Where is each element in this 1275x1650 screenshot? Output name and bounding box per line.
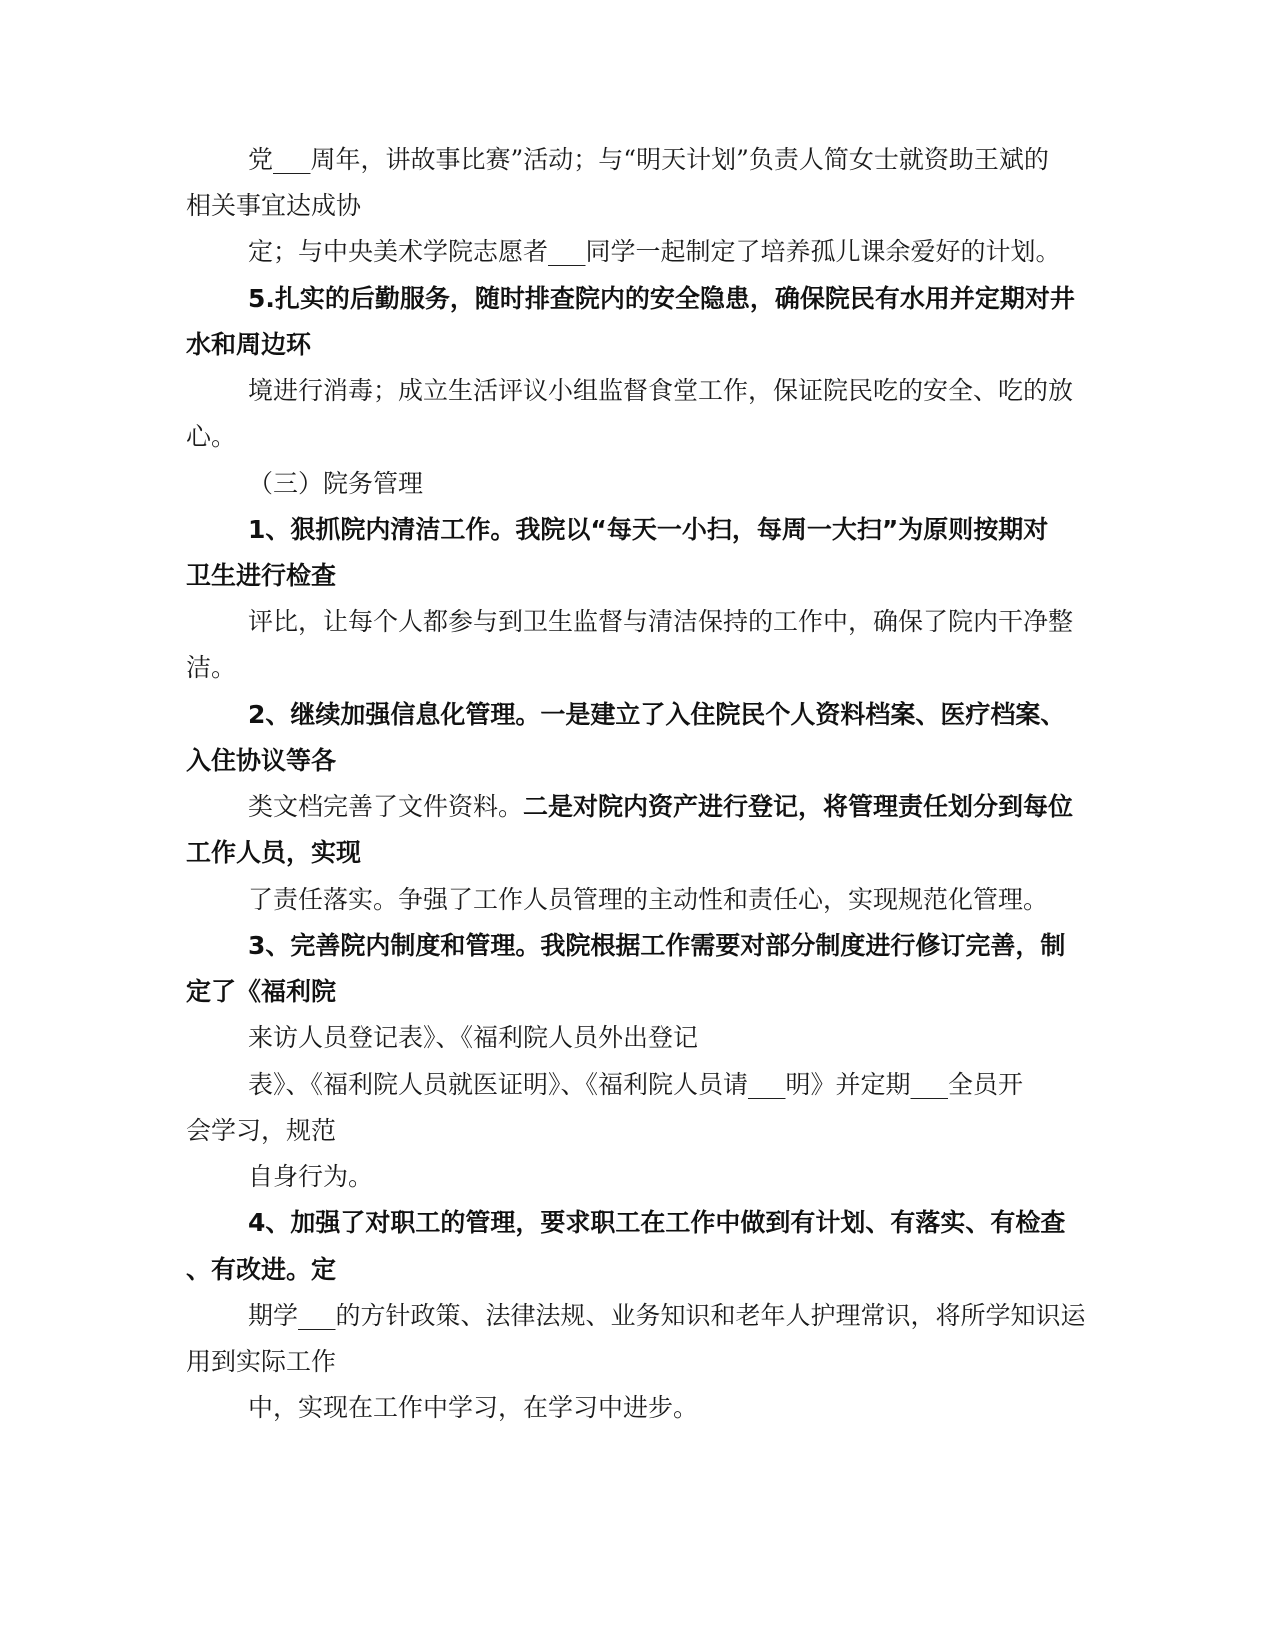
item-heading-line: 3、完善院内制度和管理。我院根据工作需要对部分制度进行修订完善，制 (248, 931, 1066, 960)
text-segment: 类文档完善了文件资料。 (248, 792, 524, 821)
paragraph-line: 自身行为。 (248, 1162, 374, 1191)
item-heading-line: 定了《福利院 (186, 977, 337, 1006)
paragraph-line: 中，实现在工作中学习，在学习中进步。 (248, 1393, 699, 1422)
paragraph-line: 党___周年，讲故事比赛”活动；与“明天计划”负责人简女士就资助王斌的 (248, 145, 1049, 174)
item-heading-line: 入住协议等各 (186, 746, 337, 775)
paragraph-line: 会学习，规范 (186, 1116, 337, 1145)
item-heading-line: 水和周边环 (186, 330, 312, 359)
section-heading: （三）院务管理 (248, 469, 424, 498)
item-heading-line: 2、继续加强信息化管理。一是建立了入住院民个人资料档案、医疗档案、 (248, 700, 1066, 729)
item-heading-line: 1、狠抓院内清洁工作。我院以“每天一小扫，每周一大扫”为原则按期对 (248, 515, 1049, 544)
item-heading-line: 4、加强了对职工的管理，要求职工在工作中做到有计划、有落实、有检查 (248, 1208, 1066, 1237)
paragraph-line: 洁。 (186, 653, 237, 682)
text-segment-bold: 二是对院内资产进行登记，将管理责任划分到每位 (523, 792, 1074, 821)
paragraph-line-mixed (248, 791, 1073, 823)
paragraph-line: 评比，让每个人都参与到卫生监督与清洁保持的工作中，确保了院内干净整 (248, 607, 1074, 636)
paragraph-line: 定；与中央美术学院志愿者___同学一起制定了培养孤儿课余爱好的计划。 (248, 237, 1061, 266)
paragraph-line: 了责任落实。争强了工作人员管理的主动性和责任心，实现规范化管理。 (248, 885, 1049, 914)
paragraph-line: 来访人员登记表》、《福利院人员外出登记 (248, 1023, 699, 1052)
paragraph-line: 相关事宜达成协 (186, 191, 362, 220)
item-heading-line: 卫生进行检查 (186, 561, 337, 590)
item-heading-line: 工作人员，实现 (186, 838, 362, 867)
paragraph-line: 期学___的方针政策、法律法规、业务知识和老年人护理常识，将所学知识运 (248, 1301, 1086, 1330)
item-heading-line: 、有改进。定 (186, 1255, 337, 1284)
item-heading-line: 5.扎实的后勤服务，随时排查院内的安全隐患，确保院民有水用并定期对井 (248, 284, 1075, 313)
paragraph-line: 心。 (186, 422, 237, 451)
paragraph-line: 用到实际工作 (186, 1347, 337, 1376)
paragraph-line: 表》、《福利院人员就医证明》、《福利院人员请___明》并定期___全员开 (248, 1070, 1024, 1099)
paragraph-line: 境进行消毒；成立生活评议小组监督食堂工作，保证院民吃的安全、吃的放 (248, 376, 1074, 405)
